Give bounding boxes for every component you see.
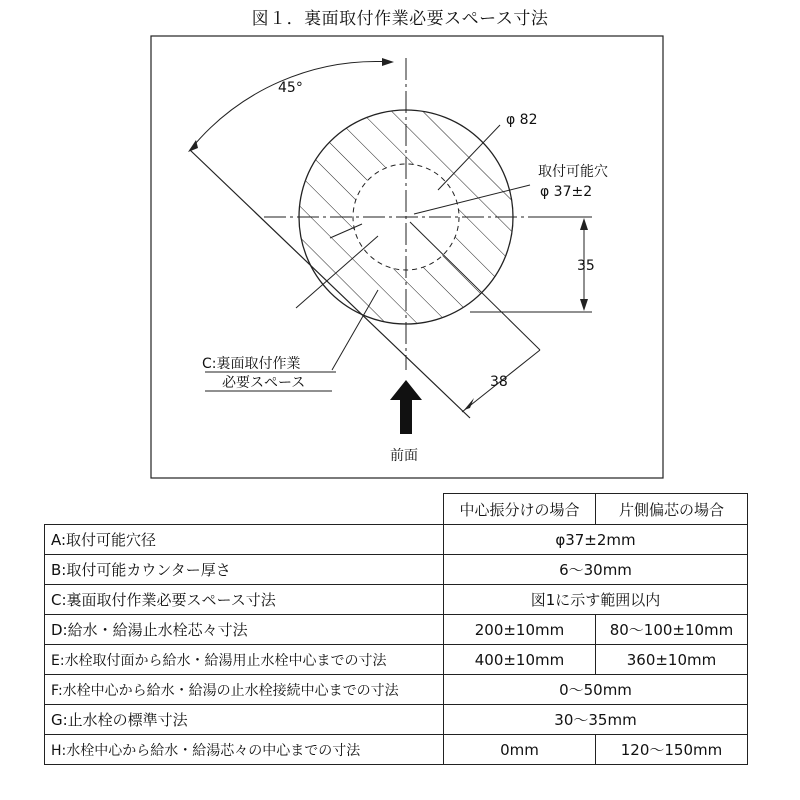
row-label: G:止水栓の標準寸法 <box>45 705 444 735</box>
row-label: B:取付可能カウンター厚さ <box>45 555 444 585</box>
table-row <box>45 615 748 645</box>
row-value-center: 0mm <box>444 735 596 765</box>
row-value-center: 400±10mm <box>444 645 596 675</box>
spec-table <box>44 493 748 765</box>
row-value: 30〜35mm <box>444 705 748 735</box>
table-header-row <box>45 494 748 525</box>
table-row <box>45 645 748 675</box>
header-blank-cell <box>45 494 444 525</box>
front-arrow-icon <box>390 380 422 434</box>
table-row <box>45 585 748 615</box>
header-center-split: 中心振分けの場合 <box>444 494 596 525</box>
outer-diameter-label: φ 82 <box>506 112 538 128</box>
row-value-offset: 360±10mm <box>596 645 748 675</box>
dim-35-arrow-top <box>580 218 588 230</box>
row-label: C:裏面取付作業必要スペース寸法 <box>45 585 444 615</box>
angle-arrowhead-right <box>382 58 394 66</box>
row-label: D:給水・給湯止水栓芯々寸法 <box>45 615 444 645</box>
header-one-side-offset: 片側偏芯の場合 <box>596 494 748 525</box>
row-value: φ37±2mm <box>444 525 748 555</box>
row-value-center: 200±10mm <box>444 615 596 645</box>
row-label: H:水栓中心から給水・給湯芯々の中心までの寸法 <box>45 735 444 765</box>
row-label: E:水栓取付面から給水・給湯用止水栓中心までの寸法 <box>45 645 444 675</box>
angle-label: 45° <box>278 80 303 96</box>
dim-35-arrow-bottom <box>580 299 588 311</box>
row-label: A:取付可能穴径 <box>45 525 444 555</box>
row-value: 6〜30mm <box>444 555 748 585</box>
table-row <box>45 705 748 735</box>
dim-38-label: 38 <box>490 374 508 390</box>
figure-title: 図１．裏面取付作業必要スペース寸法 <box>251 9 549 29</box>
space-label-line1: C:裏面取付作業 <box>202 356 301 372</box>
table-row <box>45 675 748 705</box>
hatched-annulus <box>299 110 560 420</box>
dim-35-label: 35 <box>577 258 595 274</box>
space-label-line2: 必要スペース <box>222 375 306 391</box>
row-value-offset: 120〜150mm <box>596 735 748 765</box>
table-row <box>45 525 748 555</box>
table-row <box>45 555 748 585</box>
hole-label-line2: φ 37±2 <box>540 184 593 200</box>
row-value: 図1に示す範囲以内 <box>444 585 748 615</box>
row-value: 0〜50mm <box>444 675 748 705</box>
hole-label-line1: 取付可能穴 <box>538 164 608 180</box>
table-row <box>45 735 748 765</box>
front-label: 前面 <box>390 448 418 464</box>
row-value-offset: 80〜100±10mm <box>596 615 748 645</box>
row-label: F:水栓中心から給水・給湯の止水栓接続中心までの寸法 <box>45 675 444 705</box>
